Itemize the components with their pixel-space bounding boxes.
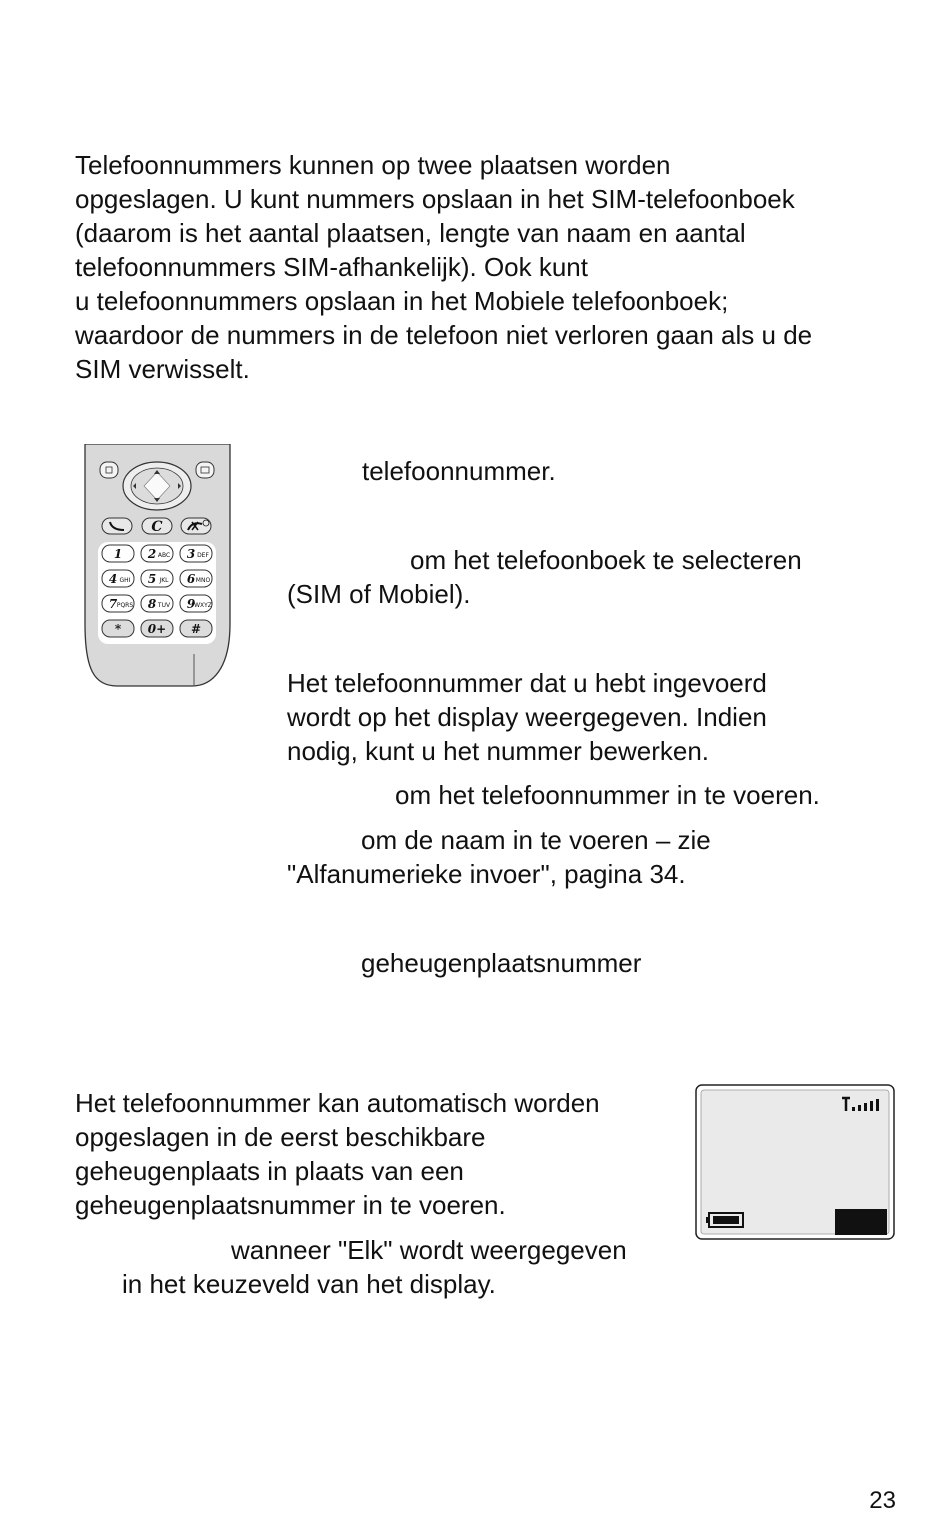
page-number: 23 — [869, 1487, 896, 1514]
keypad-key-letters: DEF — [197, 552, 209, 559]
keypad-key-digit: 7 — [108, 597, 118, 611]
keypad-key-digit: 9 — [186, 597, 196, 611]
auto-line: geheugenplaatsnummer in te voeren. — [75, 1190, 506, 1220]
auto-store-paragraph — [75, 1086, 600, 1222]
keypad-key-digit: # — [190, 622, 202, 636]
intro-line: SIM verwisselt. — [75, 354, 250, 384]
intro-line: (daarom is het aantal plaatsen, lengte van naam en aantal — [75, 218, 746, 248]
auto-line: Het telefoonnummer kan automatisch worden — [75, 1088, 600, 1118]
keypad-key-letters: ABC — [157, 552, 171, 559]
auto-line: opgeslagen in de eerst beschikbare — [75, 1122, 486, 1152]
intro-line: opgeslagen. U kunt nummers opslaan in het SIM-telefoonboek — [75, 184, 795, 214]
call-key-icon — [102, 518, 132, 534]
auto-note-line2: in het keuzeveld van het display. — [122, 1269, 496, 1299]
intro-paragraph — [75, 148, 812, 386]
keypad-key-digit: 0+ — [147, 622, 167, 636]
keypad-key-letters: WXYZ — [194, 602, 212, 609]
step-confirm-number: om het telefoonnummer in te voeren. — [395, 780, 820, 810]
menu-key-icon — [196, 462, 214, 478]
intro-line: u telefoonnummers opslaan in het Mobiele telefoonboek; — [75, 286, 729, 316]
clear-key-label: C — [151, 519, 163, 535]
step-enter-name-line1: om de naam in te voeren – zie — [361, 825, 711, 855]
keypad-key-digit: 1 — [113, 547, 123, 561]
keypad-key-letters: GHI — [119, 577, 131, 584]
phone-keypad-illustration — [82, 444, 232, 690]
auto-note-line1: wanneer "Elk" wordt weergegeven — [231, 1235, 627, 1265]
step-select-book-line1: om het telefoonboek te selecteren — [410, 545, 802, 575]
keypad-key-letters: MNO — [195, 577, 211, 584]
intro-line: telefoonnummers SIM-afhankelijk). Ook kunt — [75, 252, 588, 282]
step-select-book-line2: (SIM of Mobiel). — [287, 579, 471, 609]
intro-line: Telefoonnummers kunnen op twee plaatsen worden — [75, 150, 671, 180]
phone-display-illustration — [695, 1084, 895, 1240]
keypad-key-letters: JKL — [159, 577, 169, 584]
step-displayed-line1: Het telefoonnummer dat u hebt ingevoerd — [287, 668, 767, 698]
keypad-key-letters: PQRS — [116, 602, 134, 609]
auto-line: geheugenplaats in plaats van een — [75, 1156, 464, 1186]
keypad-key-digit: 4 — [108, 572, 118, 586]
step-enter-number: telefoonnummer. — [362, 456, 556, 486]
phonebook-key-icon — [100, 462, 118, 478]
keypad-key-digit: 2 — [147, 547, 157, 561]
intro-line: waardoor de nummers in de telefoon niet verloren gaan als u de — [75, 320, 813, 350]
keypad-key-digit: 3 — [186, 547, 196, 561]
step-location: geheugenplaatsnummer — [361, 948, 642, 978]
keypad-key-digit: 6 — [186, 572, 196, 586]
keypad-key-digit: * — [114, 622, 122, 636]
keypad-key-digit: 8 — [147, 597, 157, 611]
step-displayed-line3: nodig, kunt u het nummer bewerken. — [287, 736, 710, 766]
step-enter-name-line2: "Alfanumerieke invoer", pagina 34. — [287, 859, 686, 889]
step-displayed-line2: wordt op het display weergegeven. Indien — [287, 702, 767, 732]
softkey-box — [835, 1209, 887, 1235]
keypad-key-digit: 5 — [147, 572, 157, 586]
keypad-key-letters: TUV — [157, 602, 171, 609]
